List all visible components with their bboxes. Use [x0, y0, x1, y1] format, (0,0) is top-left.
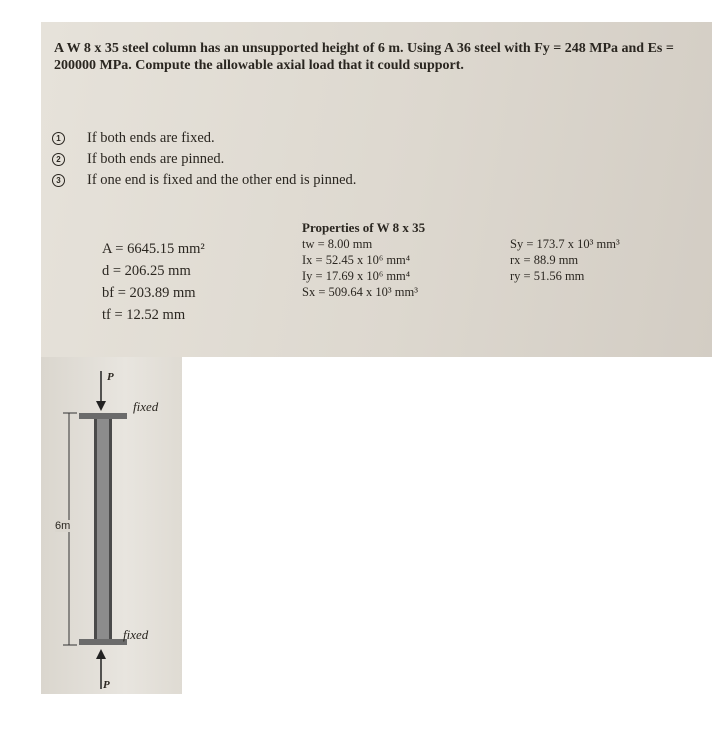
- property-value: Iy = 17.69 x 10⁶ mm⁴: [302, 269, 411, 283]
- property-value: tf = 12.52 mm: [102, 307, 186, 323]
- question-item: [52, 128, 356, 149]
- top-support-label: fixed: [133, 399, 159, 414]
- bottom-load-arrowhead-icon: [96, 649, 106, 659]
- bottom-fixed-plate: [79, 639, 127, 645]
- property-value: ry = 51.56 mm: [510, 269, 585, 283]
- property-value: rx = 88.9 mm: [510, 253, 579, 267]
- item-number-badge: 1: [52, 132, 65, 145]
- column-flange-right: [109, 419, 112, 639]
- section-properties-middle: [302, 220, 425, 300]
- property-value: A = 6645.15 mm²: [102, 241, 205, 257]
- item-number-badge: 2: [52, 153, 65, 166]
- question-list: [52, 128, 356, 191]
- question-item: [52, 149, 356, 170]
- property-value: Ix = 52.45 x 10⁶ mm⁴: [302, 253, 411, 267]
- property-value: bf = 203.89 mm: [102, 285, 196, 301]
- property-value: d = 206.25 mm: [102, 263, 191, 279]
- section-properties-right: [510, 236, 620, 284]
- properties-title: Properties of W 8 x 35: [302, 220, 426, 235]
- column-flange-left: [94, 419, 97, 639]
- question-text: If both ends are pinned.: [87, 151, 225, 167]
- column-figure: [41, 357, 182, 694]
- bottom-load-label: P: [103, 679, 110, 691]
- problem-statement: A W 8 x 35 steel column has an unsupported height of 6 m. Using A 36 steel with Fy = 248 MPa and Es = 200000 MPa. Compute the allowable axial load that it could support.: [54, 41, 674, 73]
- question-text: If one end is fixed and the other end is pinned.: [87, 172, 357, 188]
- question-text: If both ends are fixed.: [87, 130, 215, 146]
- property-value: Sy = 173.7 x 10³ mm³: [510, 237, 620, 251]
- top-load-arrowhead-icon: [96, 401, 106, 411]
- bottom-support-label: fixed: [123, 627, 149, 642]
- top-fixed-plate: [79, 413, 127, 419]
- property-value: tw = 8.00 mm: [302, 237, 373, 251]
- property-value: Sx = 509.64 x 10³ mm³: [302, 285, 418, 299]
- column-length-label: 6m: [55, 520, 71, 532]
- item-number-badge: 3: [52, 174, 65, 187]
- question-item: [52, 170, 356, 191]
- section-properties-left: [102, 238, 205, 326]
- top-load-label: P: [107, 371, 114, 383]
